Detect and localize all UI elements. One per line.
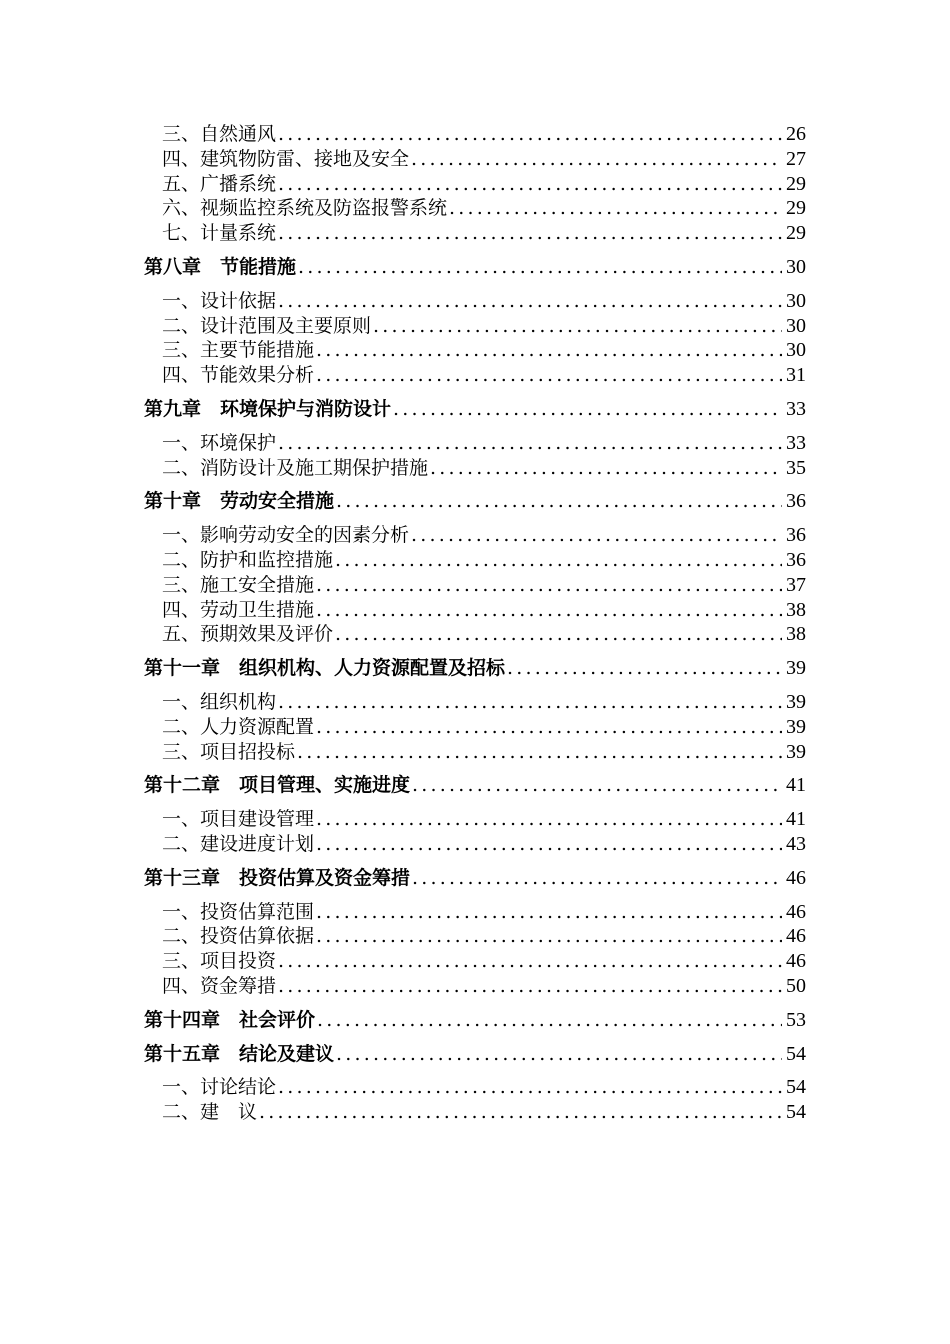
toc-page-number: 50 [786,974,806,997]
toc-entry-chapter[interactable] [144,866,806,891]
toc-entry-title: 二、建设进度计划 [162,832,315,855]
table-of-contents [144,122,806,1125]
toc-page-number: 30 [786,339,806,362]
toc-page-number: 36 [786,490,806,513]
toc-entry-section[interactable] [144,807,806,832]
toc-entry-title: 第十章 劳动安全措施 [144,490,335,513]
toc-dot-leader [393,397,782,422]
toc-entry-section[interactable] [144,1100,806,1125]
toc-entry-title: 第八章 节能措施 [144,255,297,278]
toc-dot-leader [278,172,782,197]
toc-dot-leader [411,147,782,172]
toc-entry-section[interactable] [144,314,806,339]
toc-dot-leader [316,832,782,857]
toc-dot-leader [278,122,782,147]
toc-entry-title: 三、项目招投标 [162,740,296,763]
toc-entry-section[interactable] [144,431,806,456]
toc-dot-leader [298,255,782,280]
toc-entry-section[interactable] [144,622,806,647]
toc-entry-section[interactable] [144,147,806,172]
toc-entry-title: 一、影响劳动安全的因素分析 [162,524,410,547]
toc-entry-section[interactable] [144,548,806,573]
toc-entry-title: 二、防护和监控措施 [162,548,334,571]
toc-page-number: 54 [786,1042,806,1065]
toc-entry-section[interactable] [144,974,806,999]
toc-dot-leader [412,773,782,798]
toc-entry-title: 六、视频监控系统及防盗报警系统 [162,197,448,220]
toc-entry-title: 四、资金筹措 [162,974,277,997]
toc-entry-section[interactable] [144,573,806,598]
toc-entry-title: 七、计量系统 [162,222,277,245]
toc-dot-leader [316,807,782,832]
toc-entry-title: 第十三章 投资估算及资金筹措 [144,866,411,889]
toc-dot-leader [278,949,782,974]
toc-entry-section[interactable] [144,363,806,388]
toc-entry-section[interactable] [144,196,806,221]
toc-entry-title: 一、投资估算范围 [162,900,315,923]
toc-entry-chapter[interactable] [144,1042,806,1067]
toc-entry-section[interactable] [144,122,806,147]
toc-page-number: 31 [786,364,806,387]
toc-dot-leader [316,715,782,740]
toc-page-number: 26 [786,123,806,145]
toc-page-number: 35 [786,456,806,479]
toc-entry-section[interactable] [144,900,806,925]
toc-entry-title: 二、投资估算依据 [162,925,315,948]
toc-dot-leader [278,1075,782,1100]
toc-entry-title: 三、自然通风 [162,123,277,145]
toc-entry-title: 第十五章 结论及建议 [144,1042,335,1065]
toc-entry-section[interactable] [144,832,806,857]
toc-entry-title: 四、劳动卫生措施 [162,598,315,621]
toc-entry-section[interactable] [144,523,806,548]
toc-dot-leader [449,196,782,221]
toc-page-number: 39 [786,740,806,763]
toc-page-number: 39 [786,690,806,713]
toc-entry-section[interactable] [144,172,806,197]
toc-entry-section[interactable] [144,715,806,740]
toc-dot-leader [316,598,782,623]
toc-entry-title: 一、环境保护 [162,431,277,454]
toc-entry-title: 一、讨论结论 [162,1076,277,1099]
toc-page-number: 53 [786,1008,806,1031]
toc-entry-section[interactable] [144,598,806,623]
toc-dot-leader [316,338,782,363]
toc-dot-leader [278,431,782,456]
toc-dot-leader [278,974,782,999]
toc-dot-leader [317,1008,782,1033]
toc-dot-leader [412,866,782,891]
toc-page-number: 41 [786,808,806,831]
toc-entry-section[interactable] [144,924,806,949]
toc-page-number: 33 [786,397,806,420]
toc-dot-leader [316,573,782,598]
toc-page-number: 39 [786,657,806,680]
toc-entry-chapter[interactable] [144,255,806,280]
toc-page-number: 30 [786,314,806,337]
toc-entry-section[interactable] [144,949,806,974]
toc-entry-section[interactable] [144,1075,806,1100]
toc-entry-title: 四、节能效果分析 [162,364,315,387]
toc-page-number: 37 [786,573,806,596]
toc-entry-title: 三、主要节能措施 [162,339,315,362]
toc-dot-leader [430,456,782,481]
toc-entry-section[interactable] [144,289,806,314]
toc-entry-title: 四、建筑物防雷、接地及安全 [162,147,410,170]
toc-entry-title: 一、设计依据 [162,289,277,312]
toc-dot-leader [335,548,782,573]
toc-page-number: 41 [786,774,806,797]
toc-page-number: 39 [786,715,806,738]
toc-page-number: 36 [786,548,806,571]
toc-dot-leader [336,1042,782,1067]
toc-page-number: 29 [786,222,806,245]
toc-entry-title: 二、人力资源配置 [162,715,315,738]
toc-entry-title: 第九章 环境保护与消防设计 [144,397,392,420]
toc-entry-chapter[interactable] [144,773,806,798]
toc-entry-chapter[interactable] [144,397,806,422]
toc-dot-leader [278,289,782,314]
toc-page-number: 46 [786,900,806,923]
toc-page-number: 38 [786,623,806,646]
toc-entry-title: 二、建 议 [162,1101,258,1124]
toc-page-number: 27 [786,147,806,170]
toc-dot-leader [411,523,782,548]
toc-entry-title: 一、组织机构 [162,690,277,713]
toc-dot-leader [336,489,782,514]
toc-entry-section[interactable] [144,456,806,481]
toc-dot-leader [507,656,782,681]
toc-page-number: 43 [786,832,806,855]
toc-page-number: 46 [786,925,806,948]
toc-entry-chapter[interactable] [144,1008,806,1033]
toc-dot-leader [259,1100,782,1125]
toc-entry-section[interactable] [144,221,806,246]
toc-entry-title: 五、广播系统 [162,172,277,195]
toc-entry-title: 三、施工安全措施 [162,573,315,596]
toc-entry-title: 第十二章 项目管理、实施进度 [144,774,411,797]
toc-dot-leader [297,740,782,765]
toc-entry-title: 二、设计范围及主要原则 [162,314,372,337]
toc-page-number: 46 [786,950,806,973]
toc-entry-chapter[interactable] [144,656,806,681]
toc-page-number: 46 [786,866,806,889]
toc-page-number: 54 [786,1101,806,1124]
toc-entry-title: 第十一章 组织机构、人力资源配置及招标 [144,657,506,680]
toc-page-number: 54 [786,1076,806,1099]
toc-page-number: 33 [786,431,806,454]
toc-entry-title: 三、项目投资 [162,950,277,973]
toc-dot-leader [373,314,782,339]
toc-dot-leader [316,924,782,949]
toc-page-number: 29 [786,197,806,220]
toc-entry-title: 五、预期效果及评价 [162,623,334,646]
toc-entry-section[interactable] [144,740,806,765]
toc-dot-leader [278,690,782,715]
toc-entry-title: 第十四章 社会评价 [144,1008,316,1031]
toc-entry-section[interactable] [144,338,806,363]
toc-dot-leader [335,622,782,647]
toc-page-number: 30 [786,255,806,278]
toc-entry-title: 二、消防设计及施工期保护措施 [162,456,429,479]
toc-dot-leader [316,900,782,925]
toc-entry-section[interactable] [144,690,806,715]
toc-page-number: 36 [786,524,806,547]
toc-page-number: 30 [786,289,806,312]
toc-entry-chapter[interactable] [144,489,806,514]
toc-dot-leader [278,221,782,246]
toc-page-number: 29 [786,172,806,195]
toc-page-number: 38 [786,598,806,621]
toc-dot-leader [316,363,782,388]
toc-entry-title: 一、项目建设管理 [162,808,315,831]
